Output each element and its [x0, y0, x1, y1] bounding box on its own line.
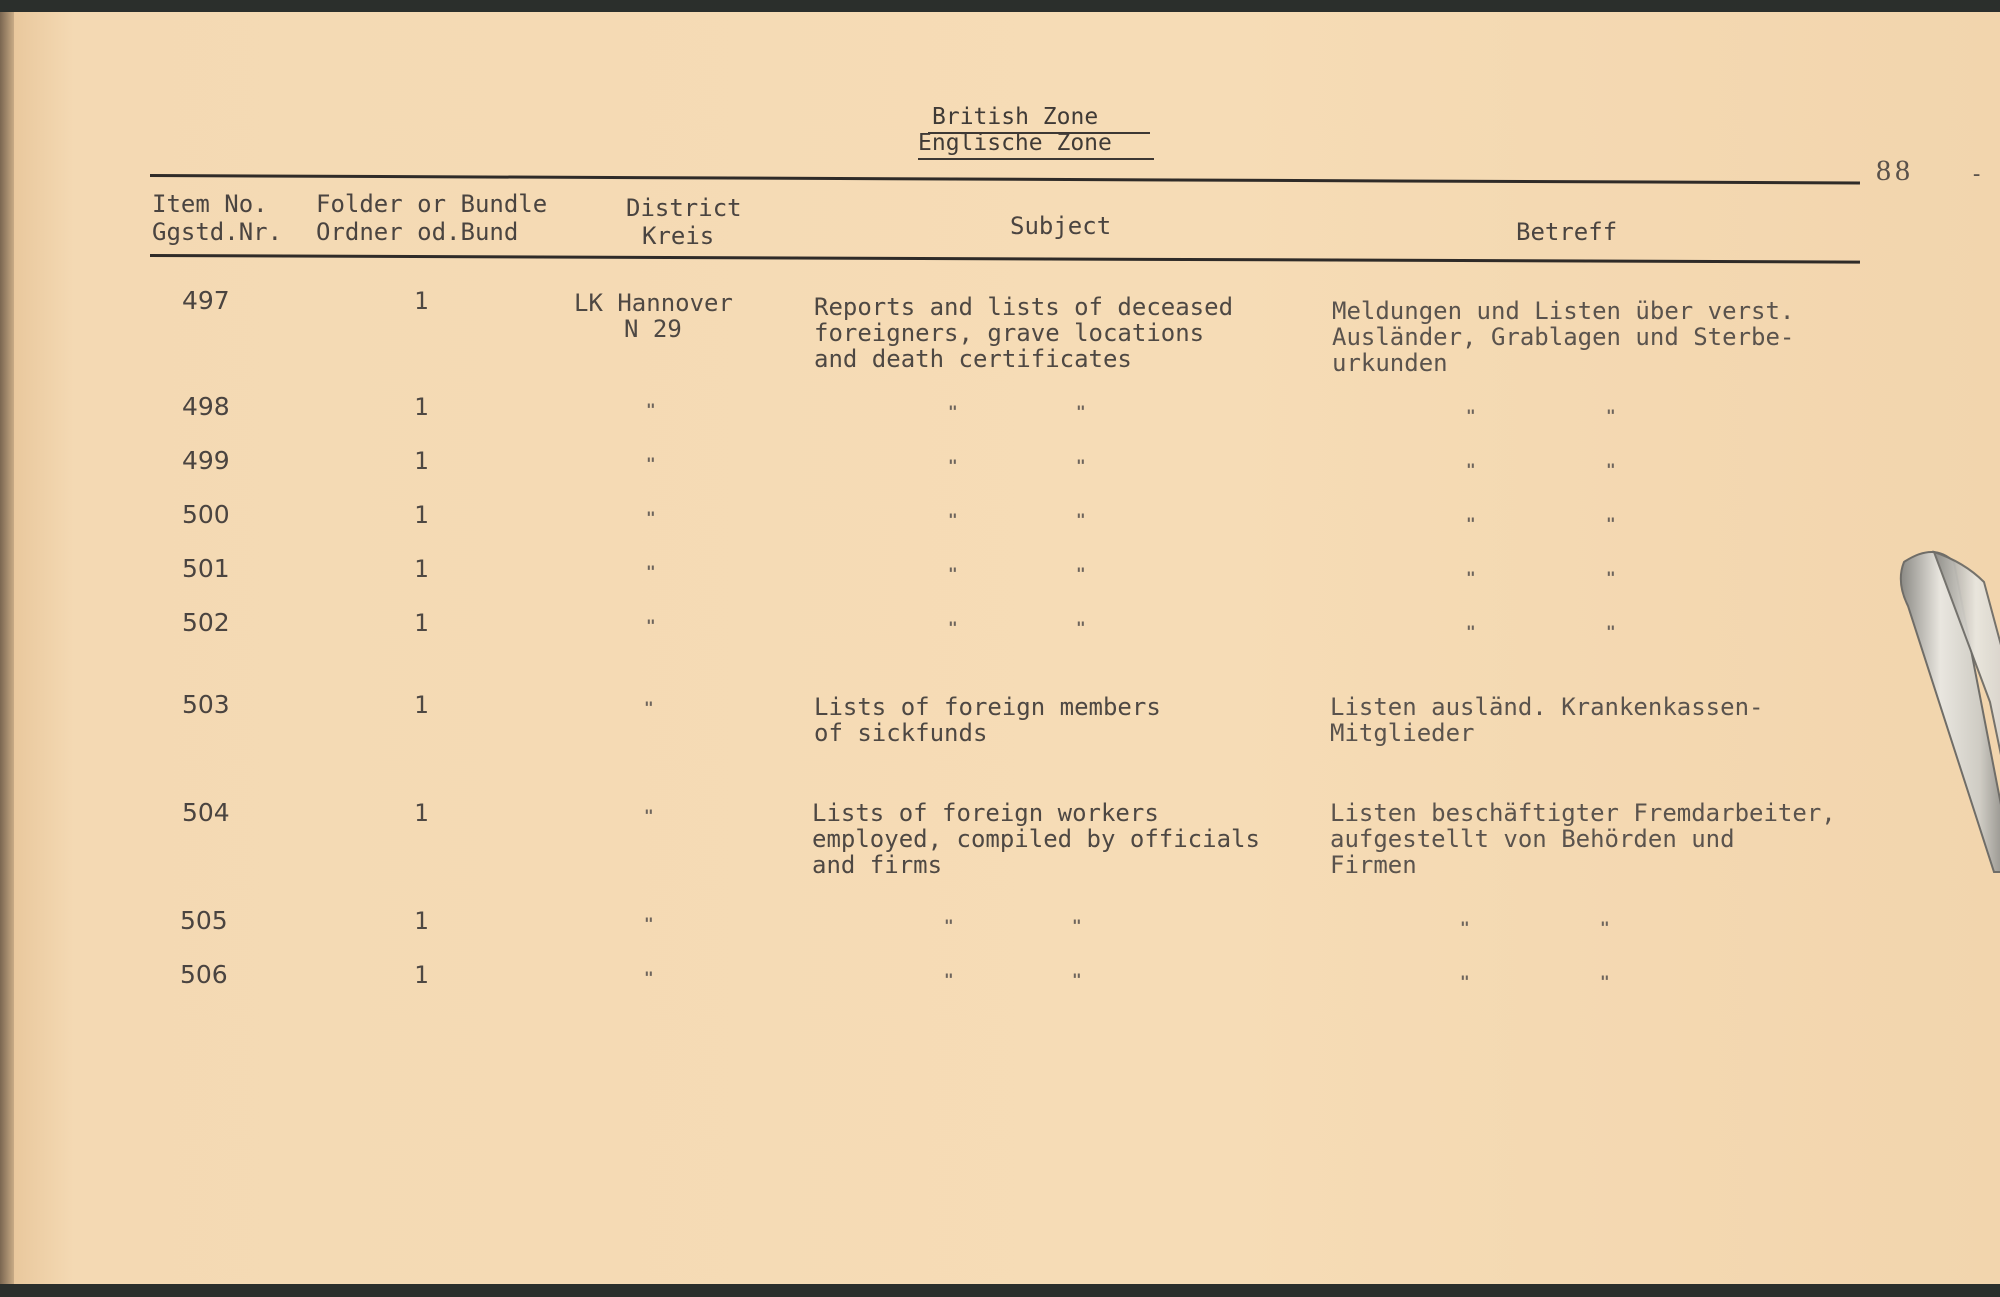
ditto-mark: " — [646, 562, 656, 581]
ditto-mark: " — [1076, 510, 1086, 529]
ditto-mark: " — [646, 454, 656, 473]
ditto-mark: " — [944, 916, 954, 935]
ditto-mark: " — [646, 616, 656, 635]
folder-count: 1 — [414, 691, 429, 719]
document-page — [14, 12, 2000, 1284]
folder-count: 1 — [414, 287, 429, 315]
item-number: 501 — [182, 554, 230, 583]
betreff-line: Ausländer, Grablagen und Sterbe- — [1332, 323, 1795, 351]
ditto-mark: " — [1466, 460, 1476, 479]
item-number: 497 — [182, 286, 230, 315]
ditto-mark: " — [644, 698, 654, 717]
folder-count: 1 — [414, 961, 429, 989]
ditto-mark: " — [646, 400, 656, 419]
district-line: LK Hannover — [574, 289, 733, 317]
header-item-de: Ggstd.Nr. — [152, 218, 283, 246]
zone-title: British Zone — [932, 104, 1099, 130]
betreff-line: Firmen — [1330, 851, 1417, 879]
ditto-mark: " — [948, 402, 958, 421]
ditto-mark: " — [1460, 918, 1470, 937]
ditto-mark: " — [948, 564, 958, 583]
folder-count: 1 — [414, 609, 429, 637]
ditto-mark: " — [1072, 916, 1082, 935]
header-district-de: Kreis — [642, 222, 715, 250]
ditto-mark: " — [948, 510, 958, 529]
header-district-en: District — [626, 194, 742, 222]
book-spine — [0, 12, 14, 1284]
ditto-mark: " — [1606, 406, 1616, 425]
tweezers-icon — [1894, 542, 2000, 972]
item-number: 499 — [182, 446, 230, 475]
subject-line: of sickfunds — [814, 719, 988, 747]
subtitle-underline — [918, 158, 1154, 160]
folder-count: 1 — [414, 393, 429, 421]
ditto-mark: " — [1076, 564, 1086, 583]
item-number: 505 — [180, 906, 228, 935]
ditto-mark: " — [948, 456, 958, 475]
betreff-line: urkunden — [1332, 349, 1448, 377]
ditto-mark: " — [1600, 918, 1610, 937]
header-item-en: Item No. — [152, 190, 268, 218]
ditto-mark: " — [1466, 406, 1476, 425]
header-top-rule — [150, 174, 1860, 184]
header-bottom-rule — [150, 254, 1860, 264]
subject-line: foreigners, grave locations — [814, 319, 1205, 347]
betreff-line: Listen ausländ. Krankenkassen- — [1330, 693, 1764, 721]
ditto-mark: " — [1076, 618, 1086, 637]
district-line: N 29 — [624, 315, 682, 343]
ditto-mark: " — [644, 914, 654, 933]
ditto-mark: " — [1606, 622, 1616, 641]
item-number: 500 — [182, 500, 230, 529]
page-number: 88 — [1876, 154, 1914, 187]
folder-count: 1 — [414, 447, 429, 475]
ditto-mark: " — [1606, 568, 1616, 587]
folder-count: 1 — [414, 799, 429, 827]
ditto-mark: " — [948, 618, 958, 637]
ditto-mark: " — [646, 508, 656, 527]
item-number: 504 — [182, 798, 230, 827]
ditto-mark: " — [1606, 460, 1616, 479]
subject-line: employed, compiled by officials — [812, 825, 1260, 853]
ditto-mark: " — [1076, 456, 1086, 475]
betreff-line: Mitglieder — [1330, 719, 1475, 747]
ditto-mark: " — [1076, 402, 1086, 421]
ditto-mark: " — [644, 806, 654, 825]
ditto-mark: " — [644, 968, 654, 987]
folder-count: 1 — [414, 555, 429, 583]
folder-count: 1 — [414, 907, 429, 935]
page-dash: - — [1970, 162, 1984, 187]
subject-line: and death certificates — [814, 345, 1132, 373]
betreff-line: Meldungen und Listen über verst. — [1332, 297, 1795, 325]
subject-line: and firms — [812, 851, 943, 879]
item-number: 506 — [180, 960, 228, 989]
ditto-mark: " — [1466, 514, 1476, 533]
zone-subtitle: Englische Zone — [918, 130, 1112, 156]
item-number: 502 — [182, 608, 230, 637]
item-number: 498 — [182, 392, 230, 421]
betreff-line: Listen beschäftigter Fremdarbeiter, — [1330, 799, 1836, 827]
ditto-mark: " — [944, 970, 954, 989]
ditto-mark: " — [1466, 568, 1476, 587]
header-subject: Subject — [1010, 212, 1112, 240]
subject-line: Lists of foreign members — [814, 693, 1161, 721]
header-betreff: Betreff — [1516, 218, 1618, 246]
ditto-mark: " — [1466, 622, 1476, 641]
betreff-line: aufgestellt von Behörden und — [1330, 825, 1735, 853]
ditto-mark: " — [1600, 972, 1610, 991]
ditto-mark: " — [1606, 514, 1616, 533]
folder-count: 1 — [414, 501, 429, 529]
ditto-mark: " — [1460, 972, 1470, 991]
item-number: 503 — [182, 690, 230, 719]
subject-line: Lists of foreign workers — [812, 799, 1159, 827]
subject-line: Reports and lists of deceased — [814, 293, 1234, 321]
header-folder-de: Ordner od.Bund — [316, 218, 519, 246]
ditto-mark: " — [1072, 970, 1082, 989]
header-folder-en: Folder or Bundle — [316, 190, 548, 218]
